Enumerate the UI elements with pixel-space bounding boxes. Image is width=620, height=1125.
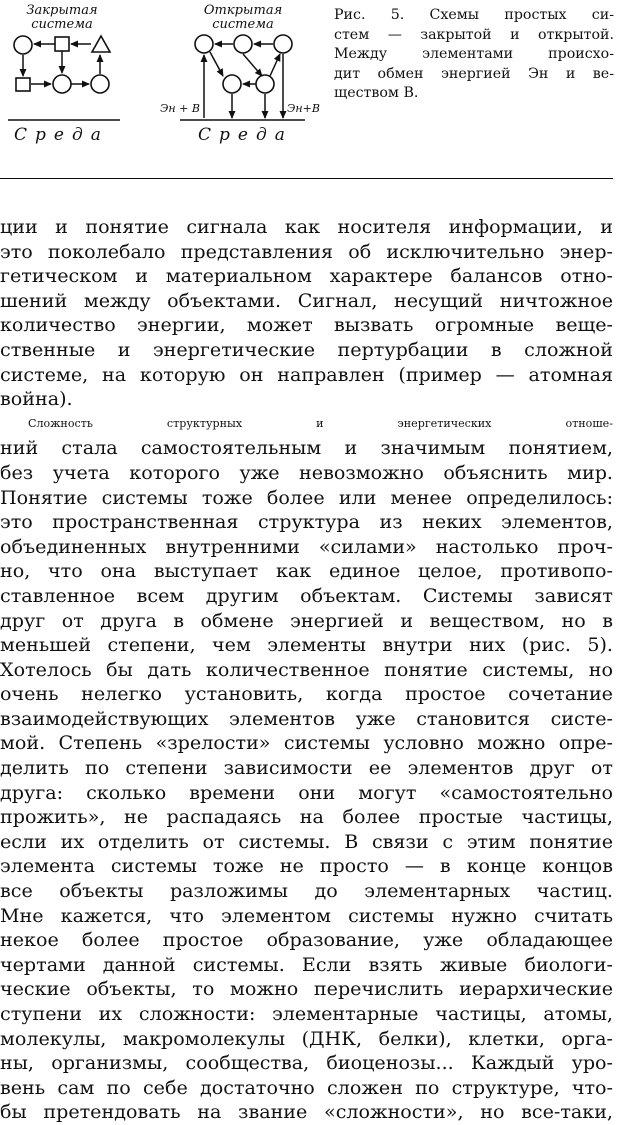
text-line: ний стала самостоятельным и значимым понятием, [0,436,613,460]
open-system-title-line1: Открытая [203,3,283,18]
text-line: взаимодействующих элементов уже становится систе- [0,706,613,730]
text-line: мой. Степень «зрелости» системы условно можно опре- [0,731,613,755]
text-line: ступени их сложности: элементарные частицы, атомы, [0,1002,613,1025]
caption-line: Рис. 5. Схемы простых си- [334,7,614,23]
closed-system-title-line2: система [31,17,93,32]
text-line: ческие объекты, то можно перечислить иерархические [0,977,613,1001]
closed-bottom-circle-element [53,75,71,93]
open-top-left-circle [195,35,213,53]
text-line: ственные и энергетические пертурбации в сложной [0,337,613,361]
caption-line: Между элементами происхо- [334,46,614,62]
open-top-middle-circle [234,35,252,53]
text-line: объединенных внутренними «силами» настолько проч- [0,534,613,558]
open-middle-right-circle [256,75,274,93]
text-line: бы претендовать на звание «сложности», но все-таки, [0,1100,613,1124]
caption-line: ществом В. [334,85,419,101]
closed-square-element [55,37,69,51]
open-middle-circle [223,75,241,93]
text-line: ны, организмы, сообщества, биоценозы... Каждый уро- [0,1051,613,1075]
text-line: системе, на которую он направлен (пример — атомная [0,362,613,386]
text-line: меньшей степени, чем элементы внутри них (рис. 5). [0,633,613,657]
closed-right-circle-element [91,75,109,93]
text-line: элемента системы тоже не просто — в конце концов [0,854,613,878]
paragraph-1 [0,215,613,412]
text-line: прожить», не распадаясь на более простые частицы, [0,805,613,829]
text-line: гетическом и материальном характере балансов отно- [0,264,613,288]
paragraph-2 [0,412,613,1125]
body-text [0,215,613,1125]
system-diagram [0,0,330,165]
closed-small-square-element [16,78,30,91]
text-line: друга: сколько времени они могут «самостоятельно [0,780,613,804]
text-line: это поколебало представления об исключительно энер- [0,239,613,263]
text-line: ставленное всем другим объектам. Системы зависят [0,583,613,607]
text-line: очень нелегко установить, когда простое сочетание [0,682,613,706]
open-environment-label: Среда [198,125,293,145]
text-line: война). [0,387,73,411]
open-top-right-circle [274,35,292,53]
figure-caption [334,6,614,104]
text-line: но, что она выступает как единое целое, противопо- [0,559,613,583]
text-line: если их отделить от системы. В связи с этим понятие [0,829,613,853]
text-line: шений между объектами. Сигнал, несущий ничтожное [0,288,613,312]
text-line: Хотелось бы дать количественное понятие системы, но [0,657,613,681]
open-energy-in-label: Эн + В [160,102,200,115]
closed-system-title-line1: Закрытая [26,3,98,18]
text-line: некое более простое образование, уже обладающее [0,928,613,952]
text-line: без учета которого уже невозможно объяснить мир. [0,460,613,484]
text-line: это пространственная структура из неких элементов, [0,510,613,534]
text-line: количество энергии, может вызвать огромные веще- [0,313,613,337]
text-line: Сложность структурных и энергетических отноше- [28,416,613,430]
text-line: Мне кажется, что элементом системы нужно считать [0,903,613,927]
closed-triangle-element [92,36,110,52]
text-line: все объекты разложимы до элементарных частиц. [0,879,613,903]
text-line: друг от друга в обмене энергией и веществом, но в [0,608,613,632]
closed-environment-label: Среда [14,125,109,145]
text-line: молекулы, макромолекулы (ДНК, белки), клетки, орга- [0,1026,613,1050]
closed-circle-element [14,36,32,54]
text-line: делить по степени зависимости ее элементов друг от [0,756,613,780]
text-line: вень сам по себе достаточно сложен по структуре, что- [0,1075,613,1099]
text-line: ции и понятие сигнала как носителя информации, и [0,215,613,238]
figure-5-system-schemes [0,0,620,160]
text-line: чертами данной системы. Если взять живые биологи- [0,952,613,976]
open-energy-out-label: Эн+В [287,102,320,115]
text-line: Понятие системы тоже более или менее определилось: [0,485,613,509]
section-divider [0,178,613,179]
caption-line: стем — закрытой и открытой. [334,26,614,43]
open-system-title-line2: система [212,17,274,32]
caption-line: дит обмен энергией Эн и ве- [334,65,614,82]
